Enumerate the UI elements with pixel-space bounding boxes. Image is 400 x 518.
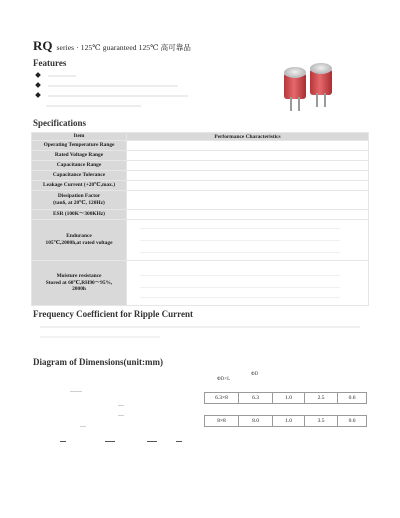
row-label: Moisture resistance Stored at 60℃,RH90～95%, 2000h xyxy=(32,261,127,306)
drawing-line xyxy=(80,426,86,427)
specifications-table xyxy=(31,132,369,306)
row-label: Endurance 105℃,2000h,at rated voltage xyxy=(32,220,127,261)
faint-text-line xyxy=(48,75,76,77)
dim-header-diameter: ΦD xyxy=(251,372,259,377)
product-image xyxy=(282,57,342,117)
table-row xyxy=(32,210,369,220)
bullet-icon xyxy=(35,72,41,78)
drawing-line xyxy=(60,441,66,442)
row-label: Capacitance Tolerance xyxy=(32,171,127,181)
feature-item xyxy=(36,93,46,98)
drawing-line xyxy=(176,441,182,442)
row-label: Operating Temperature Range xyxy=(32,141,127,151)
dimension-table-row-1 xyxy=(204,392,367,404)
dim-cell: 8.0 xyxy=(239,416,273,427)
row-label: Dissipation Factor (tanδ, at 20℃, 120Hz) xyxy=(32,191,127,210)
table-row xyxy=(32,141,369,151)
table-row xyxy=(32,161,369,171)
row-value xyxy=(127,261,369,306)
dim-cell: 6.3 xyxy=(239,393,273,404)
capacitor-icon xyxy=(310,63,332,95)
table-row xyxy=(205,393,367,404)
specifications-heading: Specifications xyxy=(33,118,86,128)
table-row xyxy=(32,151,369,161)
features-heading: Features xyxy=(33,58,67,68)
drawing-line xyxy=(105,441,115,442)
table-row xyxy=(32,191,369,210)
row-value xyxy=(127,171,369,181)
faint-text-line xyxy=(46,105,141,107)
ripple-heading: Frequency Coefficient for Ripple Current xyxy=(33,309,193,319)
faint-text-line xyxy=(48,95,188,97)
drawing-line xyxy=(147,441,157,442)
series-subtitle: series · 125℃ guaranteed 125℃ 高可靠品 xyxy=(56,43,192,52)
faint-divider xyxy=(140,287,340,288)
row-value xyxy=(127,151,369,161)
row-value xyxy=(127,161,369,171)
column-header-performance: Performance Characteristics xyxy=(127,133,369,141)
table-row xyxy=(32,181,369,191)
feature-item xyxy=(36,83,46,88)
faint-divider xyxy=(140,275,340,276)
table-row xyxy=(32,171,369,181)
drawing-line xyxy=(118,415,124,416)
table-header-row xyxy=(32,133,369,141)
dimension-table-row-2 xyxy=(204,415,367,427)
dim-cell: 2.5 xyxy=(305,393,338,404)
faint-text-line xyxy=(40,336,160,338)
faint-divider xyxy=(140,252,340,253)
dim-cell: 1.0 xyxy=(273,416,305,427)
row-value xyxy=(127,210,369,220)
dim-cell: 0.6 xyxy=(338,393,367,404)
faint-divider xyxy=(140,240,340,241)
feature-item xyxy=(36,73,46,78)
faint-divider xyxy=(140,228,340,229)
row-value xyxy=(127,181,369,191)
drawing-line xyxy=(70,391,82,392)
faint-divider xyxy=(140,297,340,298)
dim-header-size: ΦD×L xyxy=(217,377,231,382)
row-label: Rated Voltage Range xyxy=(32,151,127,161)
row-label: ESR (100K～300KHz) xyxy=(32,210,127,220)
capacitor-icon xyxy=(284,67,306,99)
bullet-icon xyxy=(35,92,41,98)
page-title xyxy=(33,38,191,54)
table-row xyxy=(32,261,369,306)
series-name: RQ xyxy=(33,38,53,53)
dim-cell: 0.6 xyxy=(338,416,367,427)
column-header-item: Item xyxy=(32,133,127,141)
row-label: Capacitance Range xyxy=(32,161,127,171)
row-value xyxy=(127,141,369,151)
row-value xyxy=(127,191,369,210)
dim-cell: 6.3×8 xyxy=(205,393,239,404)
bullet-icon xyxy=(35,82,41,88)
faint-text-line xyxy=(40,326,360,328)
table-row xyxy=(205,416,367,427)
row-label: Leakage Current (+20℃,max.) xyxy=(32,181,127,191)
dim-cell: 3.5 xyxy=(305,416,338,427)
faint-text-line xyxy=(48,85,178,87)
drawing-line xyxy=(118,405,124,406)
dimensions-heading: Diagram of Dimensions(unit:mm) xyxy=(33,357,163,367)
dim-cell: 8×8 xyxy=(205,416,239,427)
dim-cell: 1.0 xyxy=(273,393,305,404)
